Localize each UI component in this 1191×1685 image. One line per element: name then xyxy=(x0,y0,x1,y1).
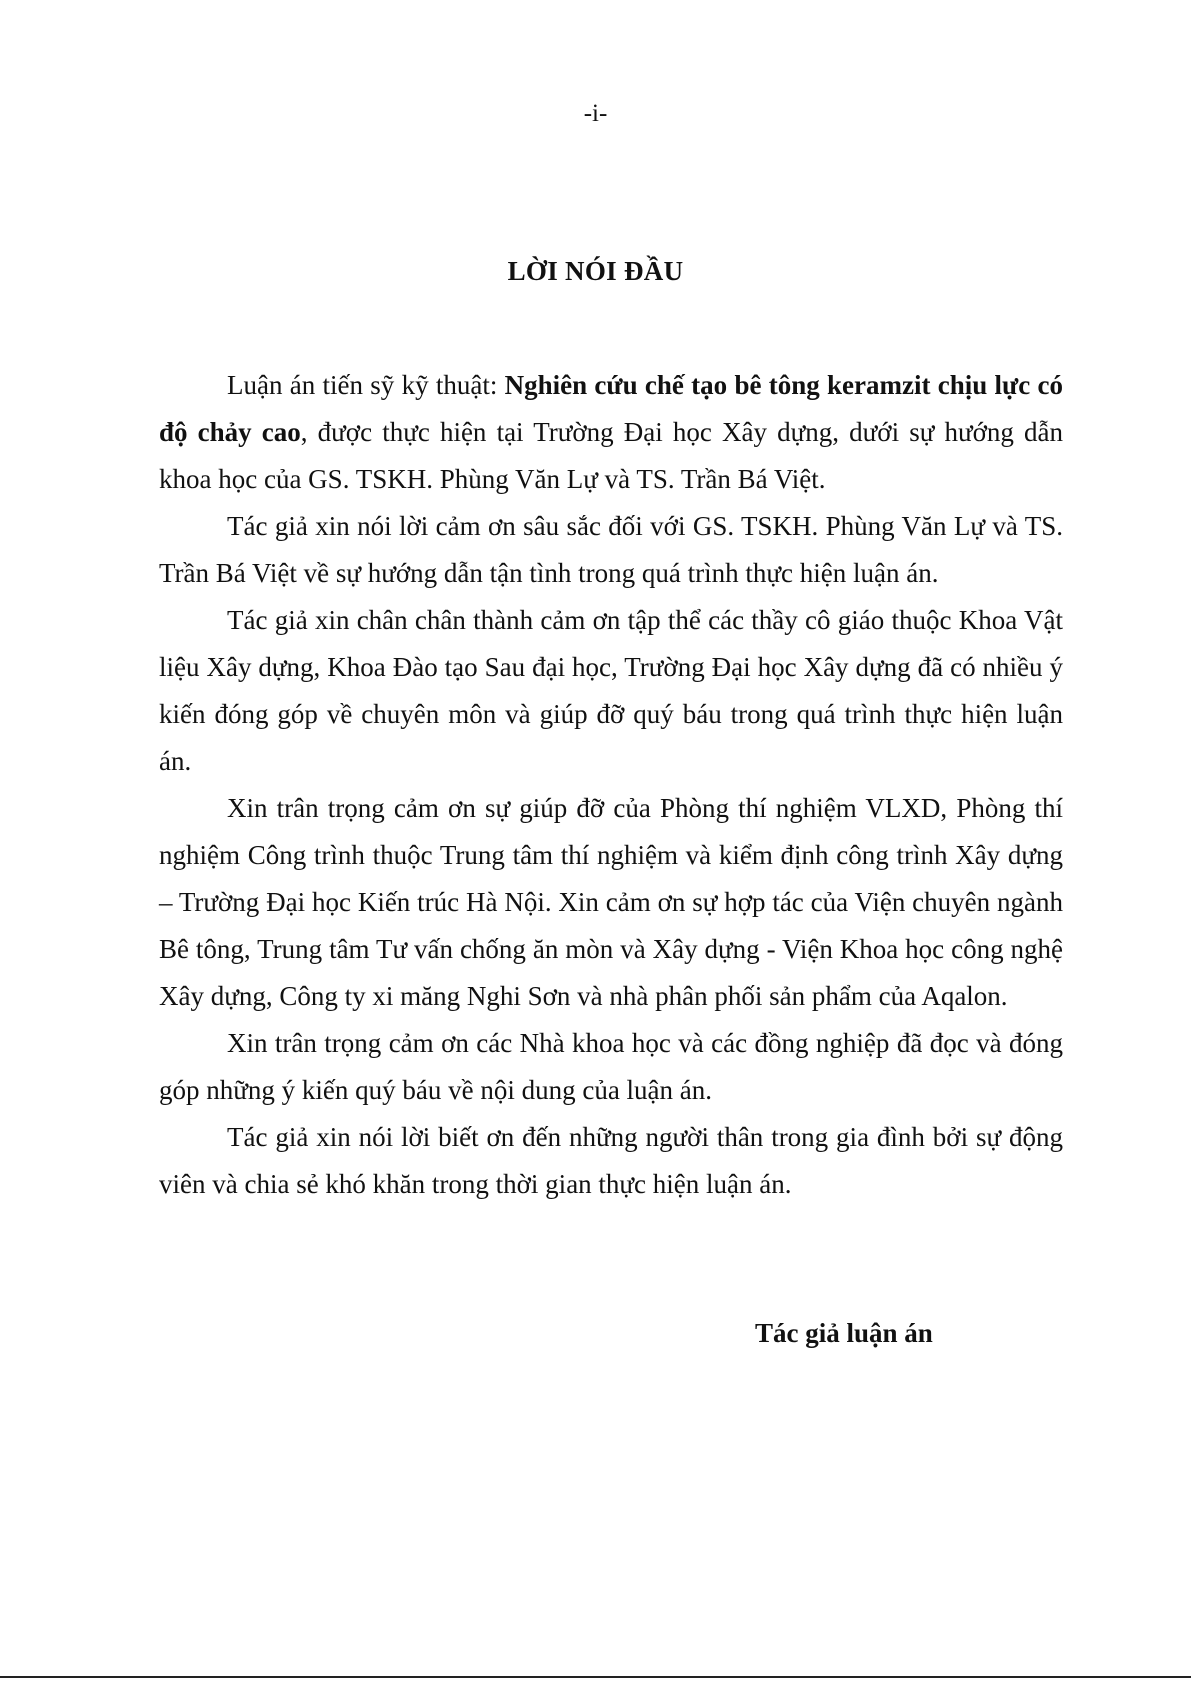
thesis-title: Nghiên cứu chế tạo bê tông keramzit chịu lực có độ chảy cao xyxy=(159,370,1063,447)
paragraph-intro xyxy=(159,362,1063,503)
paragraph-faculty: Tác giả xin chân chân thành cảm ơn tập thể các thầy cô giáo thuộc Khoa Vật liệu Xây dựng, Khoa Đào tạo Sau đại học, Trường Đại học Xây dựng đã có nhiều ý kiến đóng góp về chuyên môn và giúp đỡ quý báu trong quá trình thực hiện luận án. xyxy=(159,605,1063,776)
bottom-divider xyxy=(0,1676,1191,1678)
page-title: LỜI NÓI ĐẦU xyxy=(507,256,684,286)
intro-lead: Luận án tiến sỹ kỹ thuật: xyxy=(227,370,505,400)
paragraph-supervisors: Tác giả xin nói lời cảm ơn sâu sắc đối với GS. TSKH. Phùng Văn Lự và TS. Trần Bá Việt về sự hướng dẫn tận tình trong quá trình thực hiện luận án. xyxy=(159,511,1063,588)
author-signature: Tác giả luận án xyxy=(755,1318,933,1348)
intro-rest: , được thực hiện tại Trường Đại học Xây dựng, dưới sự hướng dẫn khoa học của GS. TSKH. Phùng Văn Lự và TS. Trần Bá Việt. xyxy=(159,417,1064,494)
paragraph-family: Tác giả xin nói lời biết ơn đến những người thân trong gia đình bởi sự động viên và chia sẻ khó khăn trong thời gian thực hiện luận án. xyxy=(159,1122,1063,1199)
page-number: -i- xyxy=(583,100,608,127)
paragraph-laboratories: Xin trân trọng cảm ơn sự giúp đỡ của Phòng thí nghiệm VLXD, Phòng thí nghiệm Công trình thuộc Trung tâm thí nghiệm và kiểm định công trình Xây dựng – Trường Đại học Kiến trúc Hà Nội. Xin cảm ơn sự hợp tác của Viện chuyên ngành Bê tông, Trung tâm Tư vấn chống ăn mòn và Xây dựng - Viện Khoa học công nghệ Xây dựng, Công ty xi măng Nghi Sơn và nhà phân phối sản phẩm của Aqalon. xyxy=(159,793,1063,1011)
preface-body xyxy=(159,362,1063,1208)
paragraph-scientists: Xin trân trọng cảm ơn các Nhà khoa học và các đồng nghiệp đã đọc và đóng góp những ý kiến quý báu về nội dung của luận án. xyxy=(159,1028,1063,1105)
